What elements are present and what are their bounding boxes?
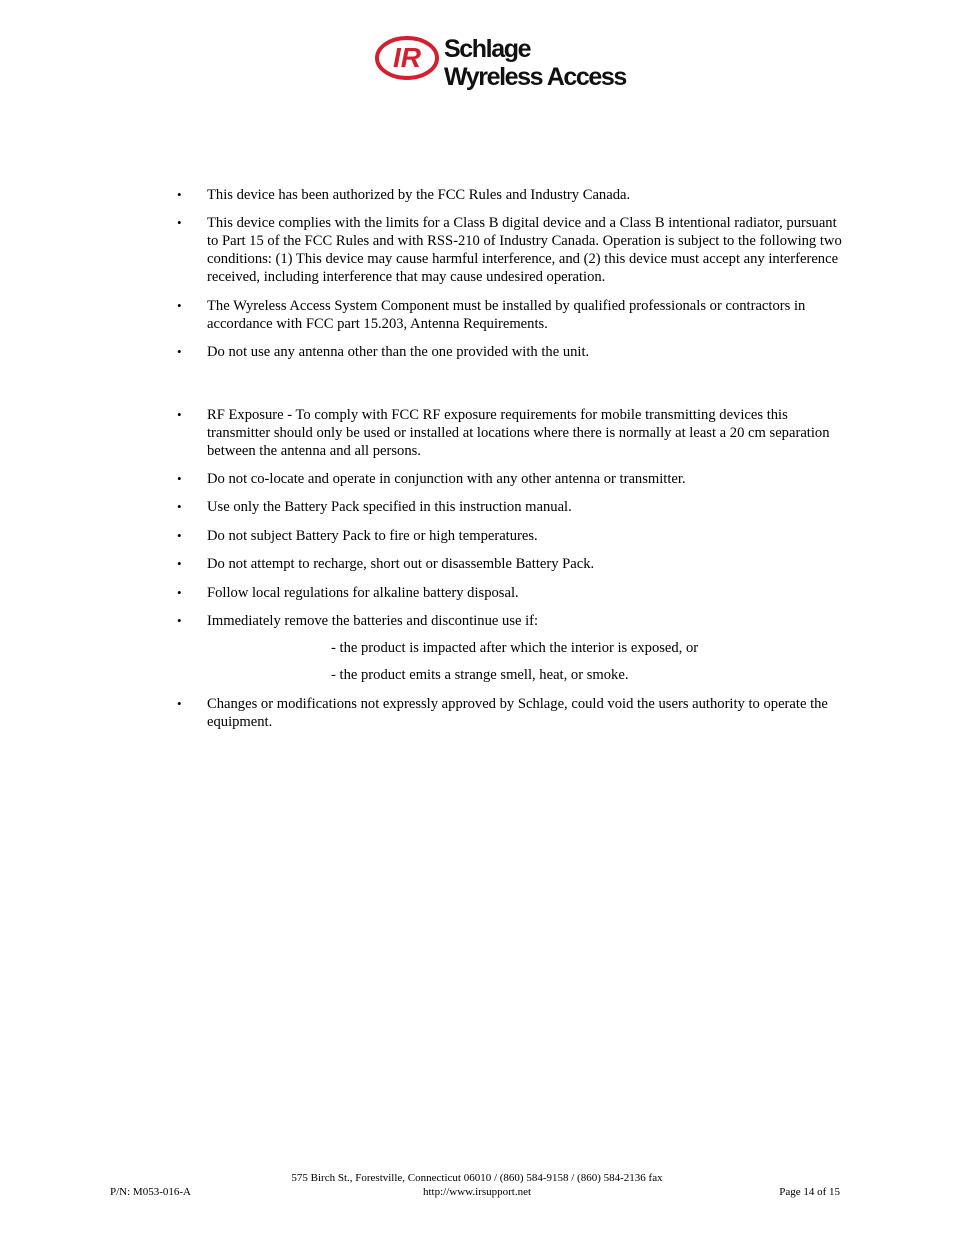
bullet-icon: • bbox=[177, 471, 182, 486]
list-item: • RF Exposure - To comply with FCC RF exposure requirements for mobile transmitting devices this transmitter should only be used or installed at locations where there is normally at least a 20 cm separation between the antenna and all persons. bbox=[177, 407, 830, 459]
list-item: • Do not co-locate and operate in conjunction with any other antenna or transmitter. bbox=[177, 471, 686, 487]
ir-logo-mark-icon bbox=[374, 34, 440, 82]
sub-item-exposed: - the product is impacted after which the interior is exposed, or bbox=[331, 640, 699, 656]
bullet-icon: • bbox=[177, 298, 182, 313]
list-item: • Do not use any antenna other than the one provided with the unit. bbox=[177, 344, 590, 360]
bullet-icon: • bbox=[177, 215, 182, 230]
bullet-icon: • bbox=[177, 613, 182, 628]
bullet-icon: • bbox=[177, 344, 182, 359]
logo-line-schlage: Schlage bbox=[444, 35, 531, 63]
schlage-logo bbox=[372, 26, 626, 96]
bullet-icon: • bbox=[177, 696, 182, 711]
compliance-list bbox=[0, 186, 954, 361]
list-item: • Follow local regulations for alkaline battery disposal. bbox=[177, 585, 519, 601]
bullet-icon: • bbox=[177, 556, 182, 571]
list-item: • Immediately remove the batteries and discontinue use if: bbox=[177, 613, 539, 629]
safety-list bbox=[0, 406, 954, 630]
list-item: • Use only the Battery Pack specified in this instruction manual. bbox=[177, 499, 572, 515]
list-item: • The Wyreless Access System Component must be installed by qualified professionals or contractors in accordance with FCC part 15.203, Antenna Requirements. bbox=[177, 298, 806, 332]
bullet-icon: • bbox=[177, 585, 182, 600]
footer-url-link[interactable]: http://www.irsupport.net bbox=[422, 1186, 532, 1198]
list-item: • Changes or modifications not expressly approved by Schlage, could void the users authority to operate the equipment. bbox=[177, 696, 828, 730]
footer-address: 575 Birch St., Forestville, Connecticut 06010 / (860) 584-9158 / (860) 584-2136 fax bbox=[291, 1172, 663, 1184]
list-item: • Do not subject Battery Pack to fire or high temperatures. bbox=[177, 528, 538, 544]
footer-part-number: P/N: M053-016-A bbox=[110, 1186, 191, 1198]
list-item: • This device has been authorized by the FCC Rules and Industry Canada. bbox=[177, 187, 631, 203]
list-item: • Do not attempt to recharge, short out or disassemble Battery Pack. bbox=[177, 556, 595, 572]
modifications-list bbox=[0, 695, 954, 731]
bullet-icon: • bbox=[177, 407, 182, 422]
footer-page-number: Page 14 of 15 bbox=[779, 1186, 840, 1198]
logo-mark-text: IR bbox=[393, 42, 421, 73]
list-item: • This device complies with the limits for a Class B digital device and a Class B intentional radiator, pursuant to Part 15 of the FCC Rules and with RSS-210 of Industry Canada. Operation is subject to the following two conditions: (1) This device may cause harmful interference, and (2) this device must accept any interference received, including interference that may cause undesired operation. bbox=[177, 215, 842, 285]
bullet-icon: • bbox=[177, 499, 182, 514]
bullet-icon: • bbox=[177, 187, 182, 202]
sub-item-smoke: - the product emits a strange smell, heat, or smoke. bbox=[331, 667, 629, 683]
logo-line-wyreless-access: Wyreless Access bbox=[444, 63, 626, 91]
bullet-icon: • bbox=[177, 528, 182, 543]
